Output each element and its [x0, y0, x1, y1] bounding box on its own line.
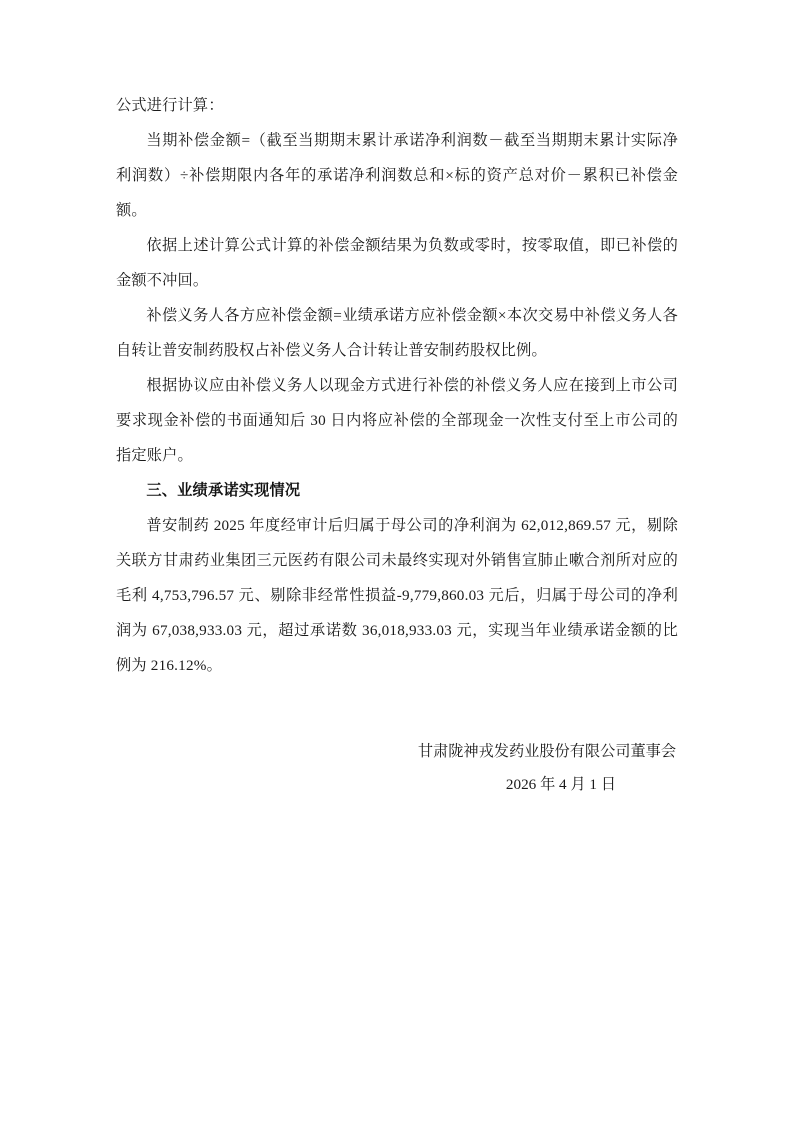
- section-heading-performance-commitment: 三、业绩承诺实现情况: [146, 482, 301, 499]
- signature-date: 2026 年 4 月 1 日: [505, 776, 616, 793]
- signature-block: [116, 735, 678, 801]
- paragraph-performance-result: 普安制药 2025 年度经审计后归属于母公司的净利润为 62,012,869.57 元，剔除关联方甘肃药业集团三元医药有限公司未最终实现对外销售宣肺止嗽合剂所对应的毛利 4,753,796.57 元、剔除非经常性损益-9,779,860.03 元后，归属于母公司的净利润为 67,038,933.03 元，超过承诺数 36,018,933.03 元，实现当年业绩承诺金额的比例为 216.12%。: [116, 517, 678, 674]
- document-body: [116, 88, 678, 801]
- signature-company: 甘肃陇神戎发药业股份有限公司董事会: [417, 743, 676, 760]
- paragraph-obligor-share-formula: 补偿义务人各方应补偿金额=业绩承诺方应补偿金额×本次交易中补偿义务人各自转让普安制药股权占补偿义务人合计转让普安制药股权比例。: [116, 307, 678, 359]
- paragraph-current-compensation-formula: 当期补偿金额=（截至当期期末累计承诺净利润数－截至当期期末累计实际净利润数）÷补偿期限内各年的承诺净利润数总和×标的资产总对价－累积已补偿金额。: [116, 132, 678, 219]
- paragraph-formula-intro: 公式进行计算：: [116, 97, 224, 114]
- paragraph-cash-payment-term: 根据协议应由补偿义务人以现金方式进行补偿的补偿义务人应在接到上市公司要求现金补偿的书面通知后 30 日内将应补偿的全部现金一次性支付至上市公司的指定账户。: [116, 377, 678, 464]
- paragraph-negative-or-zero-rule: 依据上述计算公式计算的补偿金额结果为负数或零时，按零取值，即已补偿的金额不冲回。: [116, 237, 678, 289]
